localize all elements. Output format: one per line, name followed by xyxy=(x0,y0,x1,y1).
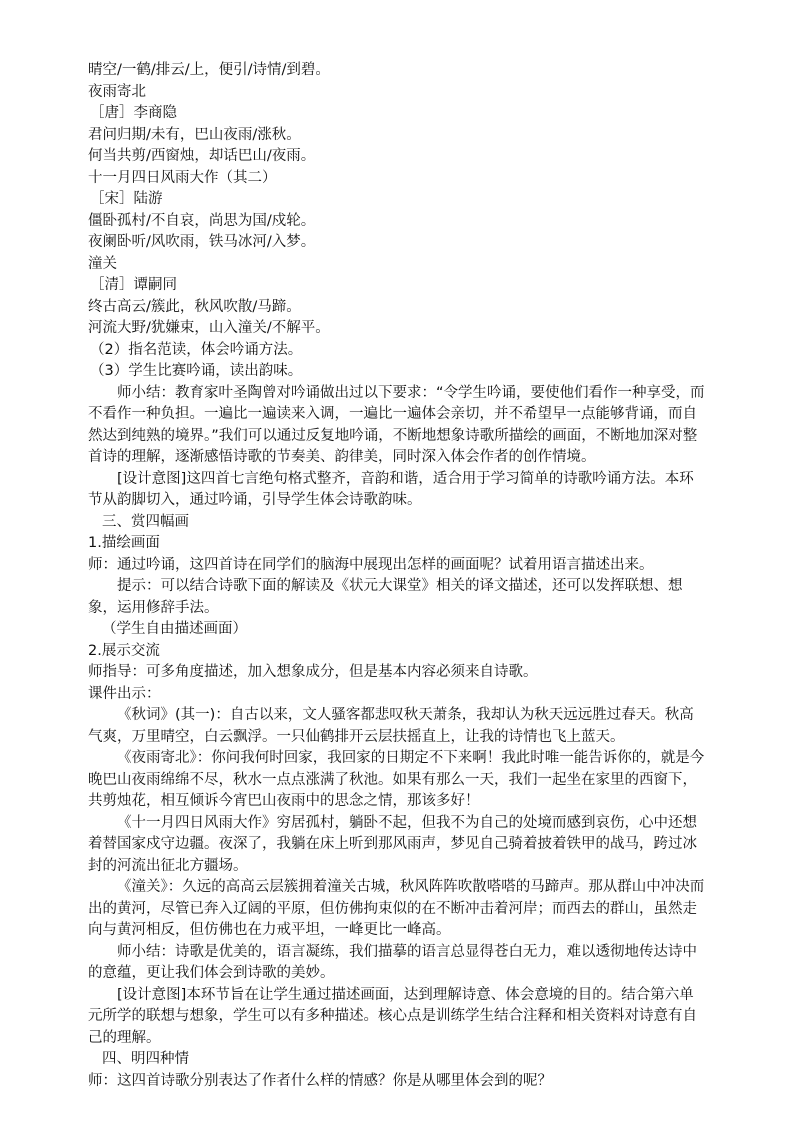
poem-line: 僵卧孤村/不自哀，尚思为国/戍轮。 xyxy=(88,212,316,229)
summary-paragraph: 师小结：教育家叶圣陶曾对吟诵做出过以下要求：“令学生吟诵，要使他们看作一种享受，而不看作一种负担。一遍比一遍读来入调，一遍比一遍体会亲切，并不希望早一点能够背诵，而自然达到纯熟的境界。”我们可以通过反复地吟诵，不断地想象诗歌所描绘的画面，不断地加深对整首诗的理解，逐渐感悟诗歌的节奏美、韵律美，同时深入体会作者的创作情境。 xyxy=(88,384,705,465)
poem-line: 河流大野/犹嫌束，山入潼关/不解平。 xyxy=(88,320,330,336)
poem-title: 十一月四日风雨大作（其二） xyxy=(88,169,277,186)
summary-paragraph: 师小结：诗歌是优美的，语言凝练，我们描摹的语言总显得苍白无力，难以透彻地传达诗中的意蕴，更让我们体会到诗歌的美妙。 xyxy=(88,943,697,981)
poem-line: 何当共剪/西窗烛，却话巴山/夜雨。 xyxy=(88,148,316,164)
design-intent-paragraph: [设计意图]本环节旨在让学生通过描述画面，达到理解诗意、体会意境的目的。结合第六单元所学的联想与想象，学生可以有多种描述。核心点是训练学生结合注释和相关资料对诗意有自己的理解。 xyxy=(88,986,697,1046)
poem-author: ［清］谭嗣同 xyxy=(90,277,177,293)
description-paragraph: 《潼关》：久远的高高云层簇拥着潼关古城，秋风阵阵吹散嗒嗒的马蹄声。那从群山中冲决而出的黄河，尽管已奔入辽阔的平原，但仿佛拘束似的在不断冲击着河岸；而西去的群山，虽然走向与黄河相反，但仿佛也在力戒平坦，一峰更比一峰高。 xyxy=(88,879,705,938)
subsection-heading: 1.描绘画面 xyxy=(88,535,160,551)
text-line: 晴空/一鹤/排云/上，便引/诗情/到碧。 xyxy=(88,62,330,78)
text-line: 师指导：可多角度描述，加入想象成分，但是基本内容必须来自诗歌。 xyxy=(88,664,538,680)
subsection-heading: 2.展示交流 xyxy=(88,642,160,659)
poem-line: 夜阑卧听/风吹雨，铁马冰河/入梦。 xyxy=(88,234,316,250)
design-intent-paragraph: [设计意图]这四首七言绝句格式整齐，音韵和谐，适合用于学习简单的诗歌吟诵方法。本环节从韵脚切入，通过吟诵，引导学生体会诗歌韵味。 xyxy=(88,470,694,508)
description-paragraph: 《十一月四日风雨大作》穷居孤村，躺卧不起，但我不为自己的处境而感到哀伤，心中还想着替国家戍守边疆。夜深了，我躺在床上听到那风雨声，梦见自己骑着披着铁甲的战马，跨过冰封的河流出征北方疆场。 xyxy=(88,814,697,874)
poem-title: 潼关 xyxy=(88,255,117,272)
text-line: 课件出示： xyxy=(88,685,161,702)
step-item: （2）指名范读，体会吟诵方法。 xyxy=(90,341,303,358)
description-paragraph: 《秋词》(其一)：自古以来，文人骚客都悲叹秋天萧条，我却认为秋天远远胜过春天。秋高气爽，万里晴空，白云飘浮。一只仙鹤排开云层扶摇直上，让我的诗情也飞上蓝天。 xyxy=(88,707,694,745)
tip-paragraph: 提示：可以结合诗歌下面的解读及《状元大课堂》相关的译文描述，还可以发挥联想、想象，运用修辞手法。 xyxy=(88,578,683,616)
text-line: 师：通过吟诵，这四首诗在同学们的脑海中展现出怎样的画面呢？试着用语言描述出来。 xyxy=(88,556,654,573)
step-item: （3）学生比赛吟诵，读出韵味。 xyxy=(90,363,303,379)
section-heading: 三、赏四幅画 xyxy=(102,513,189,530)
poem-line: 君问归期/未有，巴山夜雨/涨秋。 xyxy=(88,126,301,143)
poem-author: ［唐］李商隐 xyxy=(90,105,177,121)
description-paragraph: 《夜雨寄北》：你问我何时回家，我回家的日期定不下来啊！我此时唯一能告诉你的，就是今晚巴山夜雨绵绵不尽，秋水一点点涨满了秋池。如果有那么一天，我们一起坐在家里的西窗下，共剪烛花，相互倾诉今宵巴山夜雨中的思念之情，那该多好！ xyxy=(88,750,705,809)
poem-line: 终古高云/簇此，秋风吹散/马蹄。 xyxy=(88,298,301,315)
text-line: （学生自由描述画面） xyxy=(102,621,247,637)
text-line: 师：这四首诗歌分别表达了作者什么样的情感？你是从哪里体会到的呢？ xyxy=(88,1072,552,1089)
section-heading: 四、明四种情 xyxy=(102,1051,189,1067)
poem-author: ［宋］陆游 xyxy=(90,191,163,207)
document-body xyxy=(88,60,708,1092)
poem-title: 夜雨寄北 xyxy=(88,83,146,100)
